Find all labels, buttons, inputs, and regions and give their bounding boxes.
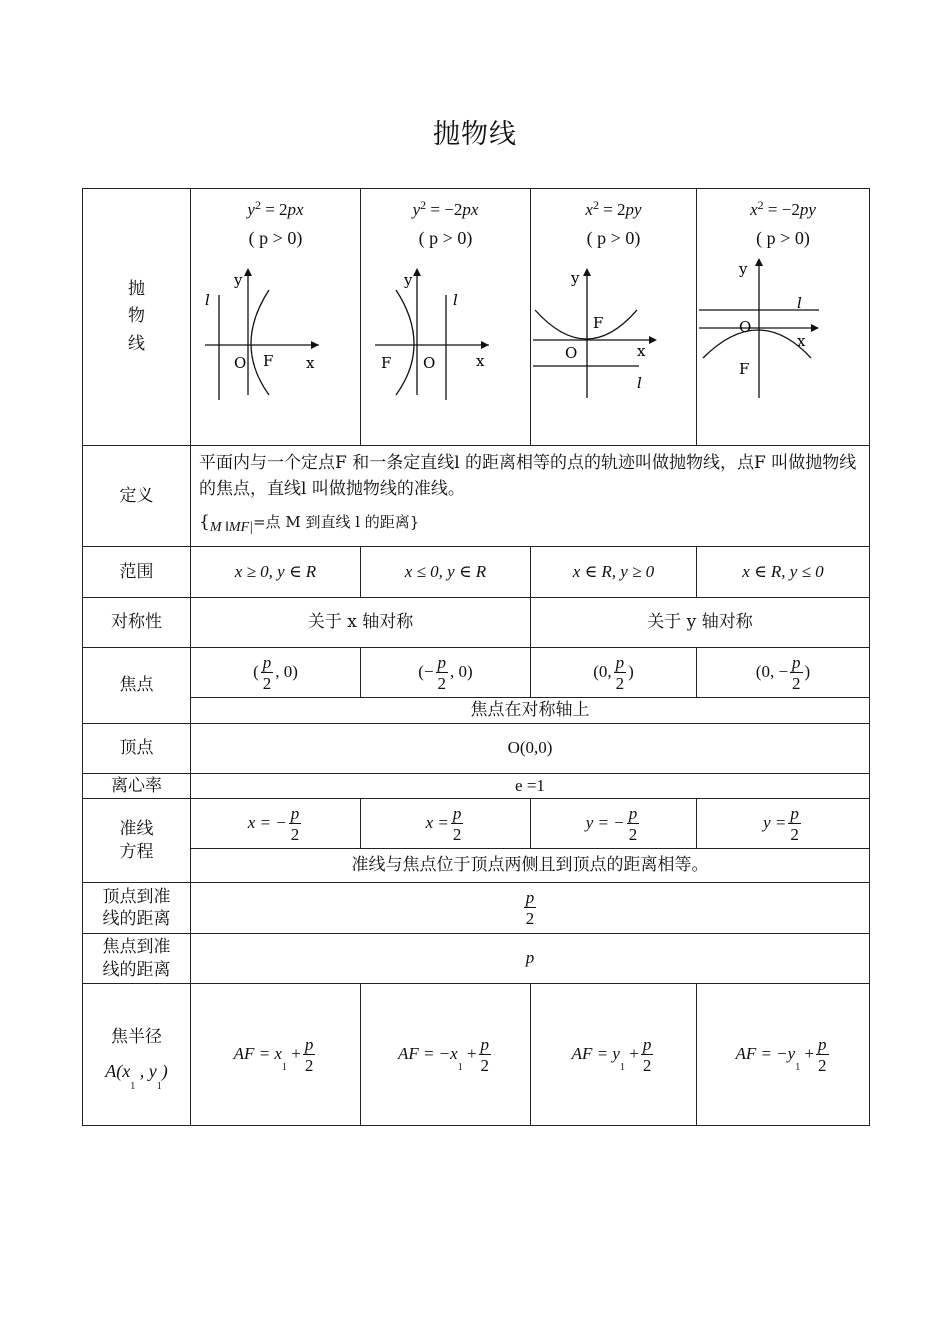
row-vertex: [83, 724, 870, 774]
parabola-cell-1: [191, 189, 361, 446]
condition-4: ( p > 0): [756, 227, 810, 248]
graph2-f: F: [381, 354, 392, 373]
focus-2: (− $\frac{p}{2}$ , 0): [361, 648, 531, 698]
row-range: [83, 547, 870, 598]
page-title: 抛物线: [433, 119, 517, 150]
directrix-3: y = − $\frac{p}{2}$: [531, 799, 697, 849]
graph3-l: l: [637, 374, 642, 393]
range-3: x ∈ R, y ≥ 0: [531, 547, 697, 598]
graph1-x: x: [306, 354, 315, 373]
row-symmetry: [83, 598, 870, 648]
row-eccentricity: [83, 774, 870, 799]
eccentricity-value: e =1: [191, 774, 870, 799]
focus-1: ( $\frac{p}{2}$ , 0): [191, 648, 361, 698]
focal-radius-2: AF = $-x_1$ + $\frac{p}{2}$: [361, 984, 531, 1126]
row-parabola: [83, 189, 870, 446]
graph4-l: l: [797, 294, 802, 313]
row-focus-note: [83, 698, 870, 724]
row-vertex-distance: [83, 883, 870, 934]
equation-2: $y^2 = -2px$: [412, 198, 479, 219]
row-focal-radius: [83, 984, 870, 1126]
focus-distance-value: p: [191, 934, 870, 984]
definition-text: 平面内与一个定点F 和一条定直线l 的距离相等的点的轨迹叫做抛物线，点F 叫做抛物线的焦点，直线l 叫做抛物线的准线。: [199, 453, 857, 500]
directrix-1: x = − $\frac{p}{2}$: [191, 799, 361, 849]
label-symmetry: 对称性: [83, 598, 191, 648]
label-vertex: 顶点: [83, 724, 191, 774]
row-definition: [83, 446, 870, 547]
graph1-y: y: [234, 271, 243, 290]
graph-right-opening: [191, 250, 361, 400]
focus-note: 焦点在对称轴上: [191, 698, 870, 724]
graph2-o: O: [423, 354, 436, 373]
graph2-l: l: [453, 291, 458, 310]
directrix-note: 准线与焦点位于顶点两侧且到顶点的距离相等。: [191, 849, 870, 883]
label-definition: 定义: [83, 446, 191, 547]
graph1-f: F: [263, 352, 274, 371]
graph4-f: F: [739, 360, 750, 379]
label-eccentricity: 离心率: [83, 774, 191, 799]
label-focus: 焦点: [83, 648, 191, 724]
graph1-l: l: [205, 291, 210, 310]
symmetry-y: 关于 y 轴对称: [531, 598, 870, 648]
directrix-4: y = $\frac{p}{2}$: [697, 799, 870, 849]
label-range: 范围: [83, 547, 191, 598]
equation-4: $x^2 = -2py$: [750, 198, 816, 219]
directrix-2: x = $\frac{p}{2}$: [361, 799, 531, 849]
symmetry-x: 关于 x 轴对称: [191, 598, 531, 648]
condition-1: ( p > 0): [248, 227, 303, 248]
graph3-f: F: [593, 314, 604, 333]
parabola-table: [82, 188, 870, 1126]
definition-formula: {$_{M ‖MF|}=$点 M 到直线 l 的距离}: [199, 511, 420, 535]
range-4: x ∈ R, y ≤ 0: [697, 547, 870, 598]
row-focus: [83, 648, 870, 698]
graph4-x: x: [797, 332, 806, 351]
label-vertex-distance: 顶点到准 线的距离: [83, 883, 191, 934]
row-directrix: [83, 799, 870, 849]
graph4-o: O: [739, 318, 752, 337]
row-directrix-note: [83, 849, 870, 883]
row-focus-distance: [83, 934, 870, 984]
focus-3: (0, $\frac{p}{2}$ ): [531, 648, 697, 698]
parabola-cell-2: [361, 189, 531, 446]
label-directrix: 准线 方程: [83, 799, 191, 883]
label-focal-radius: 焦半径 $A(x_1$ , $y_1$): [83, 984, 191, 1126]
graph-left-opening: [361, 250, 531, 400]
equation-3: $x^2 = 2py$: [585, 198, 642, 219]
graph3-o: O: [565, 344, 578, 363]
definition-cell: [191, 446, 870, 547]
parabola-cell-3: [531, 189, 697, 446]
graph4-y: y: [739, 260, 748, 279]
graph-down-opening: [697, 250, 870, 400]
graph3-x: x: [637, 342, 646, 361]
focal-radius-point: $A(x_1$ , $y_1$): [105, 1060, 168, 1092]
parabola-cell-4: [697, 189, 870, 446]
label-parabola: 抛 物 线: [83, 189, 191, 446]
graph1-o: O: [234, 354, 247, 373]
graph2-x: x: [476, 352, 485, 371]
graph-up-opening: [531, 250, 697, 400]
equation-1: $y^2 = 2px$: [247, 198, 304, 219]
range-1: x ≥ 0, y ∈ R: [191, 547, 361, 598]
focal-radius-3: AF = $y_1$ + $\frac{p}{2}$: [531, 984, 697, 1126]
vertex-value: O(0,0): [191, 724, 870, 774]
focus-4: (0, − $\frac{p}{2}$ ): [697, 648, 870, 698]
label-focus-distance: 焦点到准 线的距离: [83, 934, 191, 984]
focal-radius-1: AF = $x_1$ + $\frac{p}{2}$: [191, 984, 361, 1126]
condition-3: ( p > 0): [586, 227, 641, 248]
graph3-y: y: [571, 269, 580, 288]
range-2: x ≤ 0, y ∈ R: [361, 547, 531, 598]
condition-2: ( p > 0): [418, 227, 473, 248]
focal-radius-4: AF = $-y_1$ + $\frac{p}{2}$: [697, 984, 870, 1126]
vertex-distance-value: $\frac{p}{2}$: [191, 883, 870, 934]
graph2-y: y: [404, 271, 413, 290]
